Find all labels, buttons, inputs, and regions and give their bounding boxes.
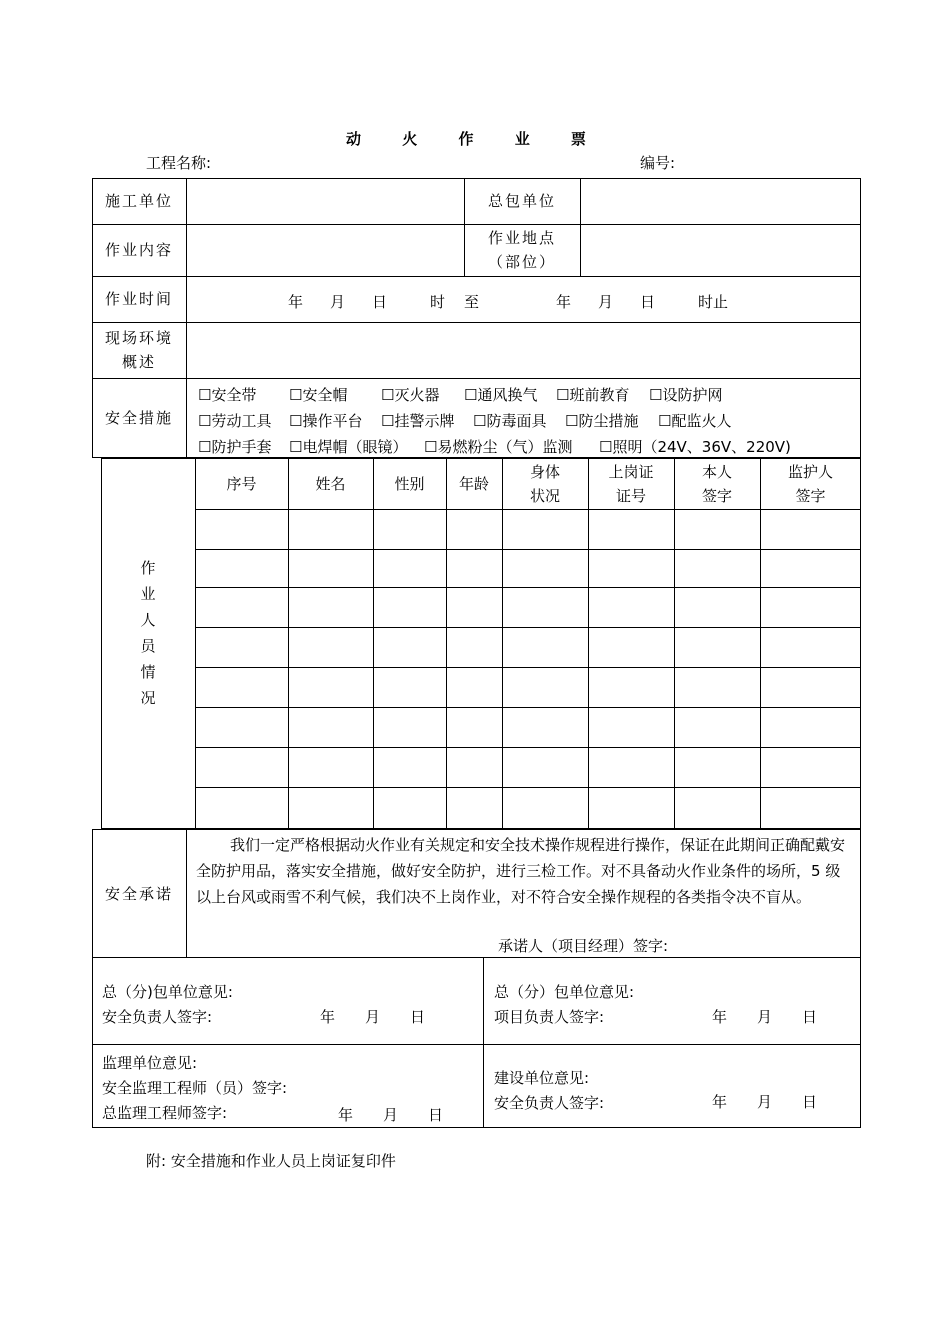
time-year-2: 年 (556, 293, 572, 311)
project-name-label: 工程名称: (146, 154, 212, 172)
time-year-1: 年 (288, 293, 304, 311)
opinion-d-date: 年 月 日 (712, 1093, 818, 1111)
time-month-1: 月 (330, 293, 346, 311)
work-location-line1: 作业地点 (487, 229, 556, 247)
col-certificate: 上岗证 证号 (608, 462, 654, 505)
measure-safety-belt[interactable]: ☐安全带 (198, 386, 257, 404)
site-env-field[interactable] (187, 322, 861, 378)
measure-extinguisher[interactable]: ☐灭火器 (381, 386, 440, 404)
work-content-label: 作业内容 (104, 241, 173, 259)
measure-fire-watcher[interactable]: ☐配监火人 (658, 412, 732, 430)
time-to: 至 (464, 293, 480, 311)
work-location-line2: （部位） (487, 253, 556, 271)
measure-protective-net[interactable]: ☐设防护网 (649, 386, 723, 404)
measure-ventilation[interactable]: ☐通风换气 (464, 386, 538, 404)
measure-helmet[interactable]: ☐安全帽 (289, 386, 348, 404)
opinion-b-date: 年 月 日 (712, 1008, 818, 1026)
col-age: 年龄 (458, 474, 489, 493)
work-content-field[interactable] (187, 224, 464, 276)
col-self-sign: 本人 签字 (701, 462, 732, 505)
measure-dust-control[interactable]: ☐防尘措施 (565, 412, 639, 430)
opinion-subcontractor-project: 总（分）包单位意见: 项目负责人签字: (494, 983, 635, 1026)
time-day-1: 日 (372, 293, 388, 311)
page-title: 动 火 作 业 票 (346, 130, 604, 148)
opinion-supervision: 监理单位意见: 安全监理工程师（员）签字: 总监理工程师签字: (102, 1054, 288, 1122)
work-location-label (464, 224, 580, 276)
measure-gloves[interactable]: ☐防护手套 (198, 438, 272, 456)
number-label: 编号: (640, 154, 676, 172)
measure-lighting[interactable]: ☐照明（24V、36V、220V) (599, 438, 791, 456)
opinion-owner: 建设单位意见: 安全负责人签字: (494, 1069, 605, 1112)
col-health: 身体 状况 (529, 462, 560, 505)
work-location-field[interactable] (581, 224, 861, 276)
commitment-text: 我们一定严格根据动火作业有关规定和安全技术操作规程进行操作，保证在此期间正确配戴安全防护用品，落实安全措施，做好安全防护，进行三检工作。对不具备动火作业条件的场所，5 级以上台风或雨雪不利气候，我们决不上岗作业，对不符合安全操作规程的各类指令决不盲从。 (196, 836, 846, 906)
construction-unit-label: 施工单位 (104, 192, 173, 210)
measure-work-tools[interactable]: ☐劳动工具 (198, 412, 272, 430)
measure-dust-gas-monitor[interactable]: ☐易燃粉尘（气）监测 (424, 438, 573, 456)
general-contractor-field[interactable] (581, 178, 861, 224)
site-env-label (92, 322, 186, 378)
attachment-note: 附: 安全措施和作业人员上岗证复印件 (146, 1152, 396, 1170)
measure-welding-mask[interactable]: ☐电焊帽（眼镜） (289, 438, 408, 456)
time-day-2: 日 (640, 293, 656, 311)
measure-warning-sign[interactable]: ☐挂警示牌 (381, 412, 455, 430)
general-contractor-label: 总包单位 (487, 192, 556, 210)
site-env-line2: 概述 (121, 353, 156, 371)
commitment-signer: 承诺人（项目经理）签字: (498, 937, 669, 955)
opinion-a-date: 年 月 日 (320, 1008, 426, 1026)
personnel-table (101, 458, 861, 829)
safety-measures-label: 安全措施 (104, 409, 173, 427)
measure-gas-mask[interactable]: ☐防毒面具 (473, 412, 547, 430)
measure-pre-shift-training[interactable]: ☐班前教育 (556, 386, 630, 404)
work-time-label: 作业时间 (104, 290, 173, 308)
col-gender: 性别 (394, 474, 425, 493)
col-guardian-sign: 监护人 签字 (787, 462, 833, 505)
col-seq: 序号 (226, 474, 257, 493)
construction-unit-field[interactable] (187, 178, 464, 224)
site-env-line1: 现场环境 (104, 329, 173, 347)
time-month-2: 月 (598, 293, 614, 311)
col-name: 姓名 (315, 474, 346, 493)
work-time-field[interactable] (187, 276, 861, 322)
measure-work-platform[interactable]: ☐操作平台 (289, 412, 363, 430)
personnel-side-label: 作 业 人 员 情 况 (140, 559, 156, 707)
opinion-subcontractor-safety: 总（分)包单位意见: 安全负责人签字: (102, 983, 233, 1026)
commitment-label: 安全承诺 (104, 884, 173, 903)
time-hour-1: 时 (430, 293, 446, 311)
time-hour-end: 时止 (698, 293, 729, 311)
opinion-c-date: 年 月 日 (338, 1106, 444, 1124)
